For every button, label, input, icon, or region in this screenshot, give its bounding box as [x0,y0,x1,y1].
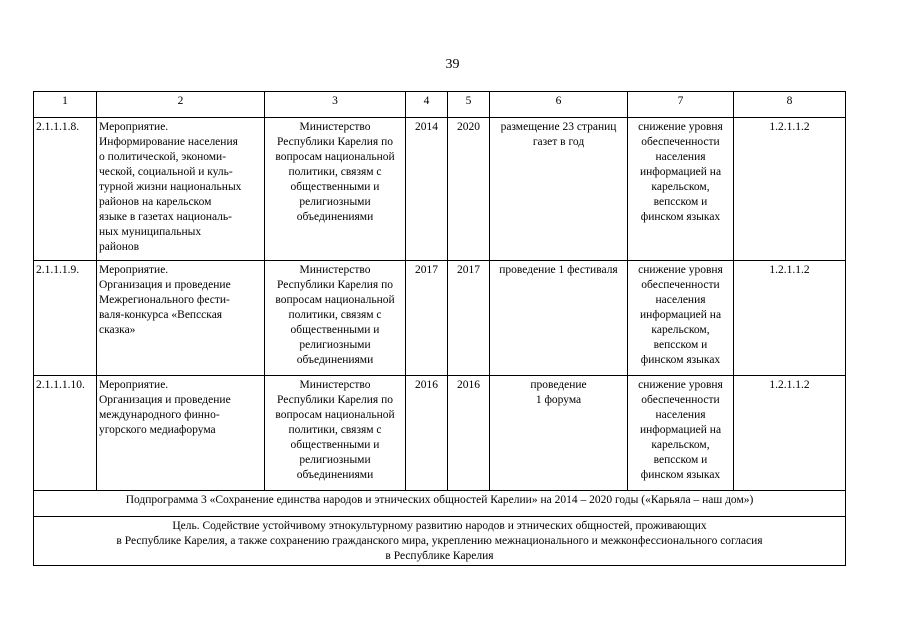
row-code: 2.1.1.1.8. [34,118,97,261]
end-year: 2016 [448,376,490,491]
table-row [34,118,846,261]
column-header: 5 [448,92,490,118]
executor-line: Республики Карелия по [276,136,393,148]
effect-cell [628,376,734,491]
activity-line: Информирование населения [99,136,238,148]
column-header: 8 [734,92,846,118]
effect-line: финском языках [640,469,721,481]
activity-line: языке в газетах националь- [99,211,232,223]
activity-line: о политической, экономи- [99,151,227,163]
executor-line: общественными и [290,181,380,193]
executor-line: объединениями [296,211,374,223]
executor-line: вопросам национальной [275,151,395,163]
executor-line: религиозными [299,454,371,466]
effect-line: вепсском и [653,454,708,466]
indicator-cell: 1.2.1.1.2 [734,118,846,261]
result-cell [490,261,628,376]
activity-cell [97,261,265,376]
activity-line: Организация и проведение [99,394,231,406]
result-cell [490,118,628,261]
executor-cell [265,261,406,376]
activity-line: Организация и проведение [99,279,231,291]
column-header: 2 [97,92,265,118]
column-header: 6 [490,92,628,118]
table-row [34,261,846,376]
activity-cell [97,376,265,491]
activity-line: районов на карельском [99,196,212,208]
executor-line: Министерство [299,264,371,276]
result-line: газет в год [532,136,585,148]
executor-line: Министерство [299,379,371,391]
table-header-row [34,92,846,118]
executor-cell [265,376,406,491]
executor-line: вопросам национальной [275,294,395,306]
effect-line: обеспеченности [641,394,720,406]
subprogram-title: Подпрограмма 3 «Сохранение единства народов и этнических общностей Карелии» на 2014 – 2020 годы («Карьяла – наш дом») [34,491,846,517]
start-year: 2017 [406,261,448,376]
effect-line: финском языках [640,211,721,223]
effect-line: вепсском и [653,196,708,208]
effect-line: населения [655,294,706,306]
end-year: 2017 [448,261,490,376]
effect-line: снижение уровня [638,379,723,391]
effect-cell [628,261,734,376]
executor-line: общественными и [290,439,380,451]
effect-line: карельском, [651,324,710,336]
executor-line: Министерство [299,121,371,133]
executor-line: политики, связям с [288,166,382,178]
executor-line: общественными и [290,324,380,336]
result-line: проведение [530,379,587,391]
start-year: 2016 [406,376,448,491]
goal-line: Цель. Содействие устойчивому этнокультурному развитию народов и этнических общностей, проживающих [172,520,707,532]
effect-line: снижение уровня [638,121,723,133]
goal-row [34,517,846,566]
executor-line: политики, связям с [288,424,382,436]
column-header: 1 [34,92,97,118]
column-header: 3 [265,92,406,118]
indicator-cell: 1.2.1.1.2 [734,376,846,491]
activity-line: турной жизни национальных [99,181,242,193]
subprogram-row [34,491,846,517]
activity-line: угорского медиафорума [99,424,216,436]
effect-line: карельском, [651,439,710,451]
executor-line: религиозными [299,196,371,208]
effect-cell [628,118,734,261]
activities-table [33,91,846,566]
executor-line: религиозными [299,339,371,351]
indicator-cell: 1.2.1.1.2 [734,261,846,376]
activity-line: ческой, социальной и куль- [99,166,233,178]
activity-line: районов [99,241,140,253]
result-line: 1 форума [535,394,582,406]
effect-line: информацией на [639,166,722,178]
result-line: проведение 1 фестиваля [499,264,618,276]
executor-line: Республики Карелия по [276,279,393,291]
column-header: 4 [406,92,448,118]
activity-line: ных муниципальных [99,226,202,238]
goal-line: в Республике Карелия [385,550,494,562]
effect-line: населения [655,409,706,421]
goal-cell [34,517,846,566]
activity-line: валя-конкурса «Вепсская [99,309,223,321]
effect-line: информацией на [639,309,722,321]
activity-line: Мероприятие. [99,264,169,276]
table-row [34,376,846,491]
effect-line: обеспеченности [641,279,720,291]
end-year: 2020 [448,118,490,261]
row-code: 2.1.1.1.10. [34,376,97,491]
executor-line: политики, связям с [288,309,382,321]
effect-line: обеспеченности [641,136,720,148]
activity-line: Межрегионального фести- [99,294,230,306]
effect-line: снижение уровня [638,264,723,276]
row-code: 2.1.1.1.9. [34,261,97,376]
activity-line: сказка» [99,324,136,336]
effect-line: информацией на [639,424,722,436]
start-year: 2014 [406,118,448,261]
effect-line: населения [655,151,706,163]
executor-line: объединениями [296,354,374,366]
result-line: размещение 23 страниц [500,121,617,133]
activity-line: Мероприятие. [99,379,169,391]
executor-cell [265,118,406,261]
page-number: 39 [445,57,460,72]
activity-cell [97,118,265,261]
executor-line: вопросам национальной [275,409,395,421]
column-header: 7 [628,92,734,118]
effect-line: карельском, [651,181,710,193]
goal-line: в Республике Карелия, а также сохранению гражданского мира, укреплению межнационального и межконфессионального согласия [116,535,763,547]
activity-line: Мероприятие. [99,121,169,133]
effect-line: финском языках [640,354,721,366]
executor-line: объединениями [296,469,374,481]
activity-line: международного финно- [99,409,220,421]
effect-line: вепсском и [653,339,708,351]
result-cell [490,376,628,491]
executor-line: Республики Карелия по [276,394,393,406]
